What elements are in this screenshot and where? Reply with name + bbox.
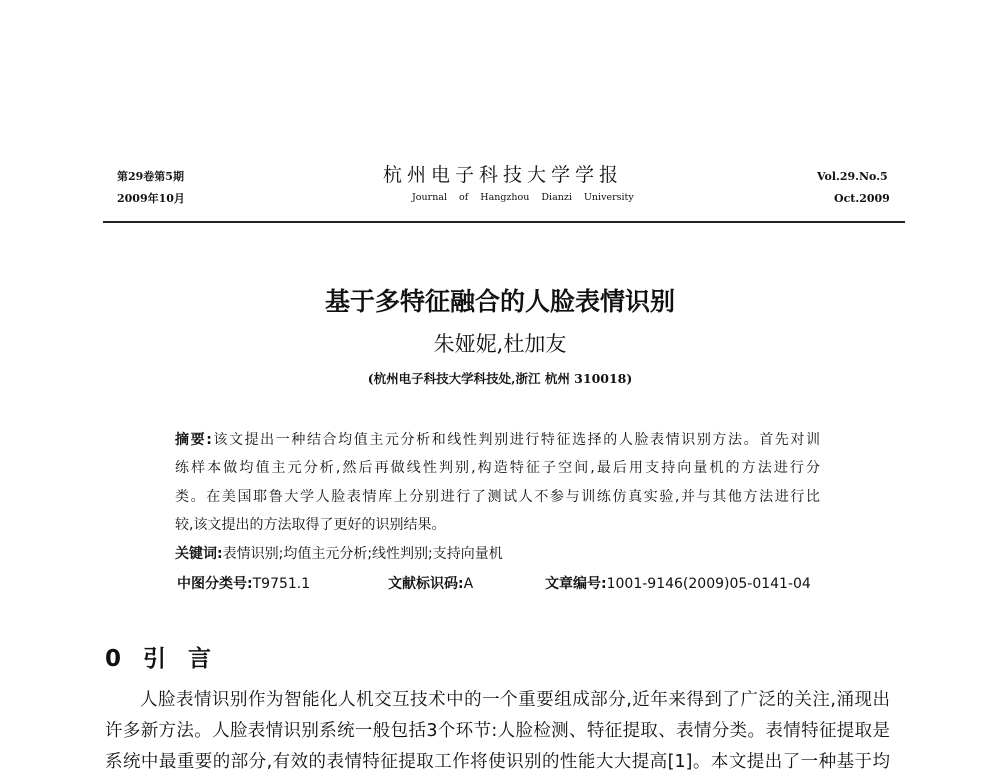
- abstract-text: 该文提出一种结合均值主元分析和线性判别进行特征选择的人脸表情识别方法。首先对训: [211, 432, 820, 448]
- document-code: [388, 573, 473, 593]
- abstract-line: 练样本做均值主元分析,然后再做线性判别,构造特征子空间,最后用支持向量机的方法进行分: [175, 460, 820, 476]
- body-line: 系统中最重要的部分,有效的表情特征提取工作将使识别的性能大大提高[1]。本文提出了一种基于均: [105, 752, 890, 772]
- abstract-label: 摘要:: [175, 432, 212, 448]
- date-en: Oct.2009: [834, 192, 890, 205]
- abstract-line: [175, 429, 820, 449]
- abstract-line: 类。在美国耶鲁大学人脸表情库上分别进行了测试人不参与训练仿真实验,并与其他方法进行比: [175, 489, 820, 505]
- article-number: [545, 573, 811, 593]
- body-line: 人脸表情识别作为智能化人机交互技术中的一个重要组成部分,近年来得到了广泛的关注,涌现出: [140, 690, 890, 710]
- header-rule: [103, 221, 905, 223]
- keywords-label: 关键词:: [175, 546, 223, 562]
- date-cn: 2009年10月: [117, 192, 185, 205]
- section-heading: 0 引 言: [105, 646, 212, 672]
- abstract-line: 较,该文提出的方法取得了更好的识别结果。: [175, 517, 446, 533]
- keywords-line: [175, 543, 820, 563]
- clc-number: [177, 573, 310, 593]
- article-no-value: 1001-9146(2009)05-0141-04: [606, 576, 811, 592]
- journal-title-cn: 杭州电子科技大学学报: [383, 164, 624, 186]
- clc-value: T9751.1: [252, 576, 311, 592]
- body-line: 许多新方法。人脸表情识别系统一般包括3个环节:人脸检测、特征提取、表情分类。表情特征提取是: [105, 721, 890, 741]
- volume-issue-cn: 第29卷第5期: [117, 170, 184, 183]
- journal-title-en: Journal of Hangzhou Dianzi University: [412, 192, 634, 203]
- volume-issue-en: Vol.29.No.5: [817, 170, 888, 183]
- article-no-label: 文章编号:: [545, 576, 607, 592]
- article-affiliation: (杭州电子科技大学科技处,浙江 杭州 310018): [367, 371, 633, 386]
- doc-code-value: A: [463, 576, 474, 592]
- clc-label: 中图分类号:: [177, 576, 253, 592]
- article-authors: 朱娅妮,杜加友: [433, 332, 567, 356]
- keywords: 表情识别;均值主元分析;线性判别;支持向量机: [222, 546, 503, 562]
- doc-code-label: 文献标识码:: [388, 576, 464, 592]
- article-title: 基于多特征融合的人脸表情识别: [324, 287, 675, 316]
